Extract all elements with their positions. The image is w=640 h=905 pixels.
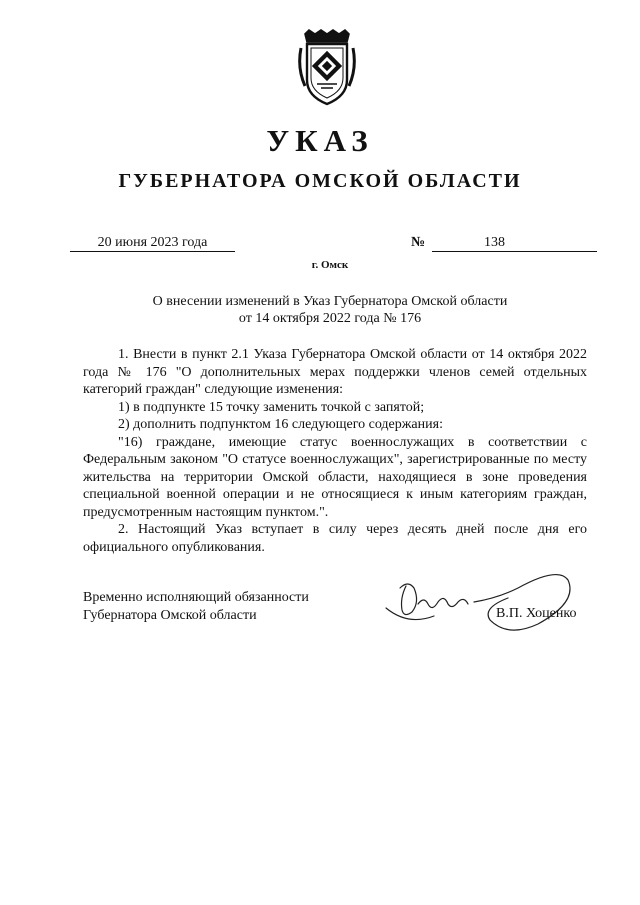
decree-body [83,346,587,556]
position-line-2: Губернатора Омской области [83,607,257,623]
handwritten-signature [378,558,578,638]
signatory-position [83,589,309,624]
decree-title: УКАЗ [266,123,374,158]
paragraph-5: 2. Настоящий Указ вступает в силу через десять дней после дня его официального опубликования. [83,522,587,555]
coat-of-arms-icon [297,28,357,108]
number-sign: № [411,235,426,250]
decree-date: 20 июня 2023 года [70,234,235,252]
paragraph-2: 1) в подпункте 15 точку заменить точкой с запятой; [118,399,425,415]
position-line-1: Временно исполняющий обязанности [83,590,309,605]
subject-line-1: О внесении изменений в Указ Губернатора Омской области [152,294,508,309]
decree-subject [120,293,540,327]
paragraph-1: 1. Внести в пункт 2.1 Указа Губернатора Омской области от 14 октября 2022 года № 176 "О дополнительных мерах поддержки членов семей отдельных категорий граждан" следующие изменения: [83,347,587,397]
decree-city: г. Омск [311,259,349,271]
decree-number: 138 [484,235,505,250]
decree-subtitle: ГУБЕРНАТОРА ОМСКОЙ ОБЛАСТИ [118,170,522,192]
paragraph-3: 2) дополнить подпунктом 16 следующего содержания: [118,417,443,432]
decree-number-line [432,234,597,252]
subject-line-2: от 14 октября 2022 года № 176 [238,311,422,326]
paragraph-4: "16) граждане, имеющие статус военнослужащих в соответствии с Федеральным законом "О статусе военнослужащих", зарегистрированные по месту жительства на территории Омской области, находящиеся в зоне проведения специальной военной операции и не относящиеся к иным категориям граждан, предусмотренным настоящим пунктом.". [83,434,587,520]
signatory-name: В.П. Хоценко [496,606,577,621]
